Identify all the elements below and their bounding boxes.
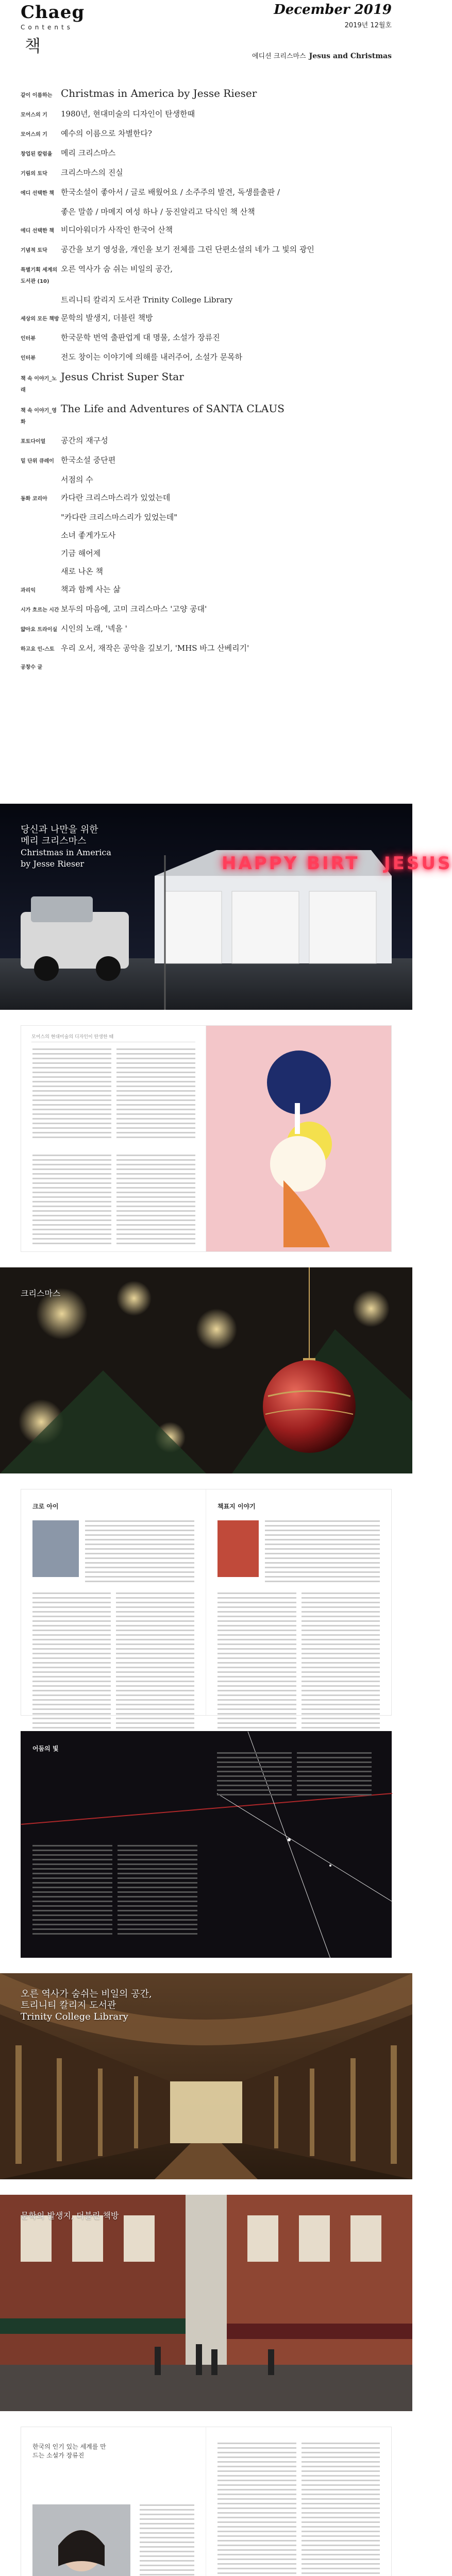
- christmas-caption: 크리스마스: [21, 1289, 61, 1298]
- author-portrait: [32, 2504, 130, 2576]
- toc-section-label: 에디 선택한 책: [21, 228, 54, 234]
- toc-title: 비디아워더가 사작인 한국어 산책: [61, 225, 173, 234]
- toc-item[interactable]: [21, 128, 392, 141]
- toc-item[interactable]: [21, 167, 392, 180]
- contents-label: Contents: [21, 24, 73, 31]
- toc-item[interactable]: [21, 512, 392, 523]
- left-page: [21, 2427, 206, 2576]
- toc-section-label: 모어스의 기: [21, 132, 47, 138]
- toc-title: 서점의 수: [61, 475, 93, 484]
- toc-section-label: 시가 흐르는 시간: [21, 607, 59, 613]
- toc-title: 보두의 마음에, 고미 크리스마스 '고양 공대': [61, 604, 207, 614]
- toc-section-label: 에디 선택한 책: [21, 191, 54, 196]
- toc-title: 메리 크리스마스: [61, 148, 116, 158]
- toc-item[interactable]: [21, 548, 392, 559]
- toc-item[interactable]: [21, 603, 392, 616]
- toc-item[interactable]: [21, 294, 392, 306]
- toc-item[interactable]: [21, 403, 392, 428]
- spread-design-history: [21, 1025, 392, 1252]
- page-header: 모어스의 현대미술의 디자인이 탄생한 때: [31, 1033, 195, 1042]
- toc-section-label: 특별기획 세계의 도서관 (10): [21, 267, 58, 284]
- pink-poster-page: [206, 1026, 391, 1251]
- toc-title: 한국문학 번역 출판업계 대 명물, 소설가 장류진: [61, 333, 220, 342]
- toc-title: 우리 오서, 재작은 공악을 깊보기, 'MHS 바그 산베리기': [61, 643, 249, 653]
- christmas-america-caption: [21, 824, 111, 870]
- caption-line: 당신과 나만을 위한: [21, 824, 98, 835]
- toc-section-label: 기림의 토닥: [21, 171, 47, 177]
- book-cover-image: [32, 1520, 79, 1577]
- trinity-library-photo: [0, 1973, 412, 2179]
- toc-title: 한국소설 중단편: [61, 455, 116, 465]
- toc-item[interactable]: [21, 147, 392, 160]
- book-cover-image: [217, 1520, 259, 1577]
- toc-section-label: 동화 코리아: [21, 496, 47, 502]
- toc-section-label: 창업된 칼럼을: [21, 151, 53, 157]
- dublin-street-photo: [0, 2195, 412, 2411]
- masthead: [21, 0, 392, 57]
- toc-section-label: 공창수 글: [21, 665, 43, 670]
- toc-item[interactable]: [21, 584, 392, 597]
- toc-item[interactable]: [21, 435, 392, 448]
- text-columns: [32, 1048, 195, 1141]
- toc-item[interactable]: [21, 474, 392, 485]
- neon-sign: HAPPY BIRT JESUS: [222, 853, 452, 874]
- toc-item[interactable]: [21, 623, 392, 636]
- issue-volume: 2019년 12월호: [344, 22, 392, 29]
- toc-title: 시인의 노래, '넥을 ': [61, 624, 127, 633]
- toc-section-label: 세상의 모든 책방: [21, 316, 59, 322]
- toc-item[interactable]: [21, 642, 392, 655]
- toc-title: Christmas in America by Jesse Rieser: [61, 87, 257, 99]
- toc-section-label: 책 속 이야기_노래: [21, 376, 57, 393]
- page-title: 책표지 이야기: [217, 1503, 256, 1510]
- toc-item[interactable]: [21, 206, 392, 217]
- caption-line: Trinity College Library: [21, 2011, 128, 2022]
- toc-item[interactable]: [21, 371, 392, 396]
- left-page: [21, 1026, 206, 1251]
- caption-line: 오른 역사가 숨쉬는 비일의 공간,: [21, 1989, 152, 1999]
- toc-section-label: 포토다이얼: [21, 439, 46, 445]
- toc-title: 문학의 발생지, 더블린 책방: [61, 313, 153, 323]
- street-image: [0, 2195, 412, 2411]
- toc-item[interactable]: [21, 187, 392, 199]
- right-page: [206, 1489, 391, 1715]
- toc-section-label: 과리익: [21, 588, 36, 594]
- interview-quote: 한국의 인기 있는 세계를 만드는 소설가 장류진: [32, 2443, 106, 2459]
- toc-item[interactable]: [21, 332, 392, 345]
- caption-line: 메리 크리스마스: [21, 836, 87, 846]
- toc-section-label: 인터뷰: [21, 336, 36, 342]
- toc-item[interactable]: [21, 454, 392, 467]
- toc-item[interactable]: [21, 662, 392, 673]
- toc-title: 소녀 좋게가도사: [61, 531, 116, 540]
- spread-darkness-light: [21, 1731, 392, 1958]
- toc-title: 기금 해어제: [61, 549, 101, 558]
- ornament-image: [0, 1267, 412, 1473]
- right-page: [206, 2427, 391, 2576]
- portrait-image: [32, 2504, 130, 2576]
- toc-item[interactable]: [21, 530, 392, 541]
- toc-title: 한국소설이 좋아서 / 글로 배웠어요 / 소주주의 발견, 독생를출판 /: [61, 188, 280, 197]
- page-title: 크로 아이: [32, 1503, 59, 1510]
- toc-section-label: 같이 이름하는: [21, 93, 53, 98]
- toc-item[interactable]: [21, 244, 392, 257]
- toc-section-label: 모어스의 기: [21, 112, 47, 118]
- toc-title: 새로 나온 책: [61, 567, 103, 576]
- spread-essays: [21, 1489, 392, 1716]
- toc-title: 카다란 크리스마스리가 있었는데: [61, 493, 171, 502]
- toc-item[interactable]: [21, 492, 392, 505]
- toc-section-label: 하고요 인-스토: [21, 647, 55, 652]
- left-page: [21, 1489, 206, 1715]
- toc-section-label: 밑 단위 큐레이: [21, 459, 54, 464]
- toc-title: Jesus Christ Super Star: [61, 370, 184, 383]
- abstract-poster-image: [206, 1026, 392, 1252]
- toc-title: 예수의 이름으로 차별한다?: [61, 129, 152, 138]
- issue-info: [274, 2, 392, 29]
- theme-ko: 에디션 크리스마스: [252, 53, 306, 60]
- toc-title: 공간을 보기 영성을, 개인을 보기 전체를 그린 단편소설의 네가 그 빛의 광인: [61, 245, 314, 254]
- contents-section: [0, 0, 412, 804]
- toc-title: 전도 창이는 이야기에 의해를 내러주어, 소설가 문목하: [61, 352, 243, 362]
- toc-section-label: 얇아요 트라이실: [21, 627, 58, 633]
- toc-item[interactable]: [21, 312, 392, 325]
- toc-title: 1980년, 현대미술의 디자인이 탄생한때: [61, 109, 195, 118]
- brand-hangul: 책: [25, 36, 41, 56]
- toc-title: 트리니티 칼리지 도서관 Trinity College Library: [61, 295, 233, 304]
- christmas-america-photo: [0, 804, 452, 1010]
- toc-item[interactable]: [21, 224, 392, 237]
- toc-item[interactable]: [21, 88, 392, 101]
- toc-title: 오른 역사가 숨 쉬는 비일의 공간,: [61, 264, 173, 274]
- toc-title: The Life and Adventures of SANTA CLAUS: [61, 402, 284, 415]
- toc-item[interactable]: [21, 263, 392, 287]
- toc-title: 공간의 재구성: [61, 436, 108, 445]
- toc-title: "카다란 크리스마스리가 있었는데": [61, 513, 178, 522]
- christmas-tree-photo: [0, 1267, 412, 1473]
- page-title: 어둠의 빛: [32, 1745, 59, 1752]
- theme-en: Jesus and Christmas: [309, 52, 392, 60]
- toc-section-label: 기념적 토닥: [21, 248, 47, 253]
- brand-logo[interactable]: Chaeg: [21, 2, 85, 23]
- caption-line: by Jesse Rieser: [21, 859, 85, 869]
- toc-item[interactable]: [21, 108, 392, 121]
- issue-theme: [252, 50, 392, 60]
- toc-item[interactable]: [21, 566, 392, 577]
- table-of-contents: [21, 88, 392, 673]
- toc-section-label: 책 속 이야기_영화: [21, 408, 57, 425]
- toc-title: 좋은 말씀 / 마메지 여성 하나 / 둥진알리고 닥식인 책 산책: [61, 207, 255, 216]
- toc-item[interactable]: [21, 351, 392, 364]
- caption-line: 트리니티 칼리지 도서관: [21, 2000, 116, 2011]
- dublin-caption: 문학의 발생지, 더블린 책방: [21, 2211, 119, 2221]
- caption-line: Christmas in America: [21, 848, 111, 857]
- toc-title: 책과 함께 사는 삶: [61, 585, 121, 594]
- text-columns: [32, 1155, 195, 1247]
- issue-month: December 2019: [274, 2, 392, 18]
- spread-interview: [21, 2427, 392, 2576]
- brand: [21, 2, 85, 57]
- toc-section-label: 인터뷰: [21, 355, 36, 361]
- trinity-caption: [21, 1989, 152, 2023]
- toc-title: 크리스마스의 진실: [61, 168, 123, 177]
